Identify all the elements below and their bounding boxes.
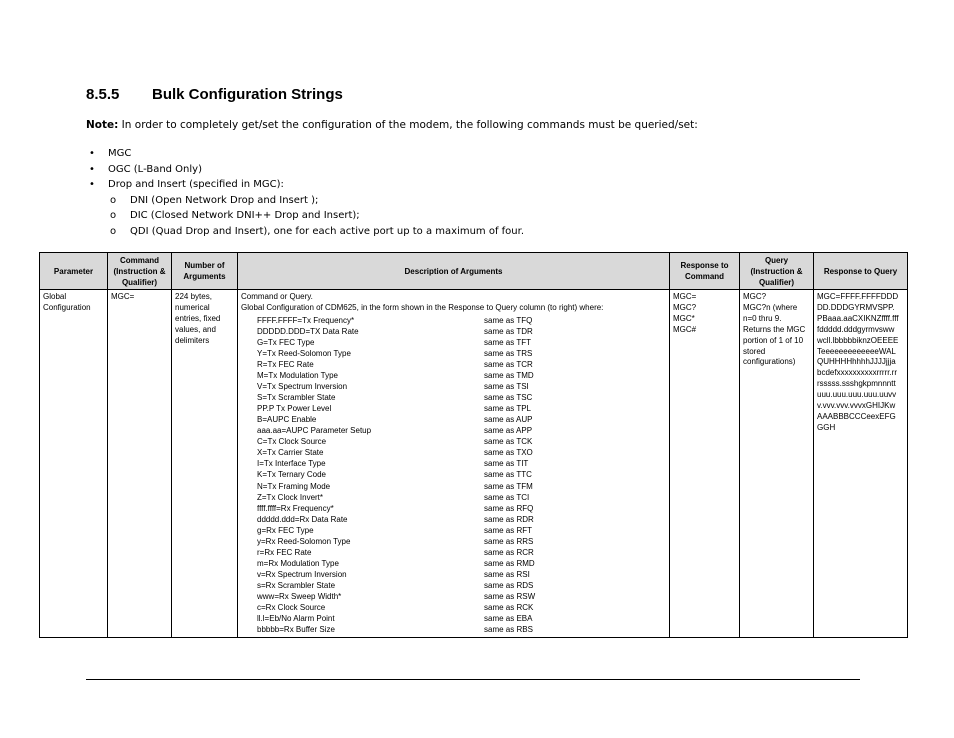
argument-equivalent: same as RCK	[484, 603, 534, 613]
argument-equivalent: same as TDR	[484, 326, 533, 336]
argument-equivalent: same as RCR	[484, 547, 534, 557]
argument-equivalent: same as TCI	[484, 492, 530, 502]
response-query-line: fddddd.dddgyrmvsww	[817, 324, 895, 334]
bullet-icon: •	[89, 179, 95, 190]
argument-name: s=Rx Scrambler State	[257, 580, 336, 590]
response-query-line: GGH	[817, 422, 836, 432]
argument-row	[257, 602, 666, 613]
response-line: MGC#	[673, 324, 697, 334]
argument-row	[257, 447, 666, 458]
argument-row	[257, 370, 666, 381]
header-num-args: Number of Arguments	[172, 253, 238, 290]
argument-row	[257, 492, 666, 503]
sub-list-item: o DNI (Open Network Drop and Insert );	[86, 193, 524, 209]
argument-row	[257, 359, 666, 370]
cell-response-query	[814, 290, 908, 638]
query-line: stored	[743, 346, 766, 356]
note-label: Note:	[86, 119, 119, 131]
argument-name: I=Tx Interface Type	[257, 459, 326, 469]
argument-row	[257, 580, 666, 591]
header-query: Query (Instruction & Qualifier)	[740, 253, 814, 290]
argument-name: PP.P Tx Power Level	[257, 404, 332, 414]
argument-equivalent: same as TFM	[484, 481, 533, 491]
section-number: 8.5.5	[86, 86, 120, 103]
argument-equivalent: same as TMD	[484, 371, 534, 381]
query-line: portion of 1 of 10	[743, 335, 804, 345]
header-parameter: Parameter	[40, 253, 108, 290]
argument-name: v=Rx Spectrum Inversion	[257, 569, 347, 579]
argument-row	[257, 569, 666, 580]
query-line: MGC?	[743, 292, 767, 301]
response-query-line: QUHHHHhhhhJJJJjjja	[817, 357, 896, 367]
header-response-query: Response to Query	[814, 253, 908, 290]
argument-row	[257, 381, 666, 392]
argument-row	[257, 547, 666, 558]
argument-row	[257, 425, 666, 436]
description-line-2: Global Configuration of CDM625, in the form shown in the Response to Query column (to right) where:	[241, 302, 604, 312]
argument-row	[257, 337, 666, 348]
note-paragraph	[86, 119, 698, 131]
argument-row	[257, 469, 666, 480]
list-item: • OGC (L-Band Only)	[86, 162, 524, 178]
argument-name: Y=Tx Reed-Solomon Type	[257, 348, 351, 358]
argument-row	[257, 436, 666, 447]
header-description: Description of Arguments	[238, 253, 670, 290]
bullet-icon: •	[89, 148, 95, 159]
circle-bullet-icon: o	[110, 210, 117, 221]
footer-rule	[86, 679, 860, 680]
argument-row	[257, 525, 666, 536]
response-line: MGC*	[673, 313, 695, 323]
query-line: configurations)	[743, 357, 796, 367]
cell-parameter: Global Configuration	[40, 290, 108, 638]
argument-equivalent: same as TFQ	[484, 315, 533, 325]
cell-description	[238, 290, 670, 638]
header-command: Command (Instruction & Qualifier)	[108, 253, 172, 290]
argument-equivalent: same as TSC	[484, 393, 533, 403]
argument-equivalent: same as RSI	[484, 569, 530, 579]
argument-equivalent: same as TTC	[484, 470, 532, 480]
argument-row	[257, 481, 666, 492]
query-line: n=0 thru 9.	[743, 313, 782, 323]
sub-list-item: o QDI (Quad Drop and Insert), one for each active port up to a maximum of four.	[86, 224, 524, 240]
argument-name: ll.l=Eb/No Alarm Point	[257, 614, 335, 624]
argument-name: y=Rx Reed-Solomon Type	[257, 536, 351, 546]
note-text: In order to completely get/set the configuration of the modem, the following commands must be queried/set:	[118, 119, 698, 131]
argument-name: G=Tx FEC Type	[257, 337, 315, 347]
argument-equivalent: same as RFQ	[484, 503, 534, 513]
query-line: Returns the MGC	[743, 324, 806, 334]
argument-equivalent: same as TSI	[484, 382, 529, 392]
argument-equivalent: same as RFT	[484, 525, 533, 535]
argument-row	[257, 591, 666, 602]
response-query-line: MGC=FFFF.FFFFDDD	[817, 292, 899, 301]
argument-row	[257, 348, 666, 359]
argument-row	[257, 514, 666, 525]
argument-row	[257, 403, 666, 414]
argument-name: g=Rx FEC Type	[257, 525, 314, 535]
argument-row	[257, 458, 666, 469]
cell-command: MGC=	[108, 290, 172, 638]
argument-name: V=Tx Spectrum Inversion	[257, 382, 348, 392]
bulk-config-table	[39, 252, 908, 638]
argument-equivalent: same as APP	[484, 426, 533, 436]
section-title: Bulk Configuration Strings	[152, 86, 343, 103]
argument-name: X=Tx Carrier State	[257, 448, 324, 458]
argument-equivalent: same as RBS	[484, 625, 533, 635]
argument-equivalent: same as TIT	[484, 459, 529, 469]
argument-name: R=Tx FEC Rate	[257, 360, 314, 369]
argument-name: N=Tx Framing Mode	[257, 481, 331, 491]
argument-name: bbbbb=Rx Buffer Size	[257, 625, 335, 635]
argument-equivalent: same as RSW	[484, 591, 536, 601]
argument-equivalent: same as TXO	[484, 448, 533, 458]
argument-name: www=Rx Sweep Width*	[257, 591, 342, 601]
list-item: • Drop and Insert (specified in MGC):	[86, 177, 524, 193]
argument-equivalent: same as TPL	[484, 404, 531, 414]
argument-row	[257, 558, 666, 569]
cell-response	[670, 290, 740, 638]
argument-name: B=AUPC Enable	[257, 415, 317, 425]
argument-name: aaa.aa=AUPC Parameter Setup	[257, 426, 372, 436]
description-line-1: Command or Query.	[241, 292, 313, 301]
section-heading	[86, 86, 343, 103]
response-query-line: AAABBBCCCeexEFG	[817, 411, 896, 421]
argument-list	[257, 315, 666, 635]
command-bullet-list	[86, 146, 524, 239]
response-query-line: PBaaa.aaCXIKNZffff.fff	[817, 313, 899, 323]
response-line: MGC?	[673, 302, 697, 312]
argument-name: r=Rx FEC Rate	[257, 547, 312, 557]
argument-equivalent: same as RDS	[484, 580, 534, 590]
response-query-line: TeeeeeeeeeeeeeWAL	[817, 346, 896, 356]
cell-query	[740, 290, 814, 638]
argument-equivalent: same as TCK	[484, 437, 533, 447]
response-query-line: bcdefxxxxxxxxxxrrrrr.rr	[817, 368, 897, 378]
argument-name: m=Rx Modulation Type	[257, 558, 339, 568]
argument-row	[257, 624, 666, 635]
argument-equivalent: same as RDR	[484, 514, 534, 524]
argument-row	[257, 613, 666, 624]
argument-name: DDDDD.DDD=TX Data Rate	[257, 326, 359, 336]
argument-name: Z=Tx Clock Invert*	[257, 492, 324, 502]
argument-row	[257, 503, 666, 514]
argument-name: K=Tx Ternary Code	[257, 470, 326, 480]
argument-row	[257, 392, 666, 403]
argument-name: c=Rx Clock Source	[257, 603, 326, 613]
argument-row	[257, 536, 666, 547]
cell-num-args: 224 bytes, numerical entries, fixed values, and delimiters	[172, 290, 238, 638]
argument-equivalent: same as TRS	[484, 348, 533, 358]
argument-equivalent: same as EBA	[484, 614, 533, 624]
argument-row	[257, 315, 666, 326]
argument-row	[257, 414, 666, 425]
query-line: MGC?n (where	[743, 302, 798, 312]
response-query-line: rsssss.ssshgkpmnnntt	[817, 379, 896, 389]
argument-name: FFFF.FFFF=Tx Frequency*	[257, 315, 355, 325]
response-query-line: DD.DDDGYRMVSPP.	[817, 302, 895, 312]
table-header-row	[40, 253, 908, 290]
response-query-line: uuu.uuu.uuu.uuu.uuvv	[817, 390, 897, 400]
table-row	[40, 290, 908, 638]
argument-name: S=Tx Scrambler State	[257, 393, 336, 403]
argument-name: M=Tx Modulation Type	[257, 371, 339, 381]
circle-bullet-icon: o	[110, 194, 117, 206]
argument-equivalent: same as AUP	[484, 415, 533, 425]
argument-equivalent: same as RRS	[484, 536, 534, 546]
list-item: • MGC	[86, 146, 524, 162]
argument-name: C=Tx Clock Source	[257, 437, 327, 447]
argument-name: ddddd.ddd=Rx Data Rate	[257, 514, 348, 524]
argument-equivalent: same as TFT	[484, 337, 531, 347]
sub-list-item: o DIC (Closed Network DNI++ Drop and Insert);	[86, 208, 524, 224]
circle-bullet-icon: o	[110, 225, 117, 237]
argument-name: ffff.ffff=Rx Frequency*	[257, 503, 334, 513]
response-query-line: v.vvv.vvv.vvvxGHIJKw	[817, 401, 896, 411]
header-response: Response to Command	[670, 253, 740, 290]
response-line: MGC=	[673, 292, 697, 301]
response-query-line: wcll.lbbbbbiknzOEEEE	[817, 335, 899, 345]
bullet-icon: •	[89, 163, 95, 175]
argument-equivalent: same as TCR	[484, 360, 533, 369]
argument-row	[257, 326, 666, 337]
argument-equivalent: same as RMD	[484, 558, 535, 568]
